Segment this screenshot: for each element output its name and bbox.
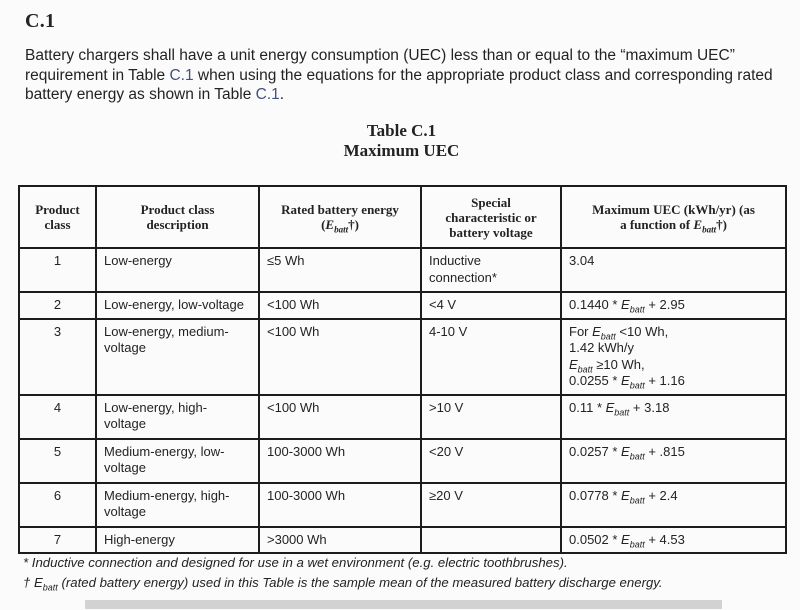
cell-class: 3 (19, 319, 96, 395)
cell-voltage: >10 V (421, 395, 561, 439)
cell-class: 6 (19, 483, 96, 527)
cell-description: Medium-energy, low- voltage (96, 439, 259, 483)
cell-class: 7 (19, 527, 96, 554)
cell-uec: $0.0257 * E_{batt} + .815$ (561, 439, 786, 483)
table-footnotes (23, 553, 783, 592)
cell-voltage: <4 V (421, 292, 561, 319)
table-row (19, 439, 786, 483)
column-header: Special characteristic or battery voltage (421, 186, 561, 248)
footnote: † $E_{batt}$ (rated battery energy) used in this Table is the sample mean of the measured battery discharge energy. (23, 574, 663, 593)
column-header: Product class (19, 186, 96, 248)
table-row (19, 527, 786, 554)
cell-energy: <100 Wh (259, 319, 421, 395)
cell-energy: 100-3000 Wh (259, 439, 421, 483)
column-header: Maximum UEC (kWh/yr) (as a function of $E_{batt}\dagger$) (561, 186, 786, 248)
cell-energy: <100 Wh (259, 395, 421, 439)
table-row (19, 483, 786, 527)
table-title-caption: Maximum UEC (343, 141, 460, 160)
cell-uec: $0.0778 * E_{batt} + 2.4$ (561, 483, 786, 527)
cell-description: High-energy (96, 527, 259, 554)
cell-voltage (421, 527, 561, 554)
cell-description: Low-energy, high- voltage (96, 395, 259, 439)
cell-uec: $0.1440 * E_{batt} + 2.95$ (561, 292, 786, 319)
table-title (18, 121, 785, 161)
cell-description: Medium-energy, high- voltage (96, 483, 259, 527)
cell-uec: For $E_{batt} <10$ Wh, 1.42 kWh/y $E_{batt} \ge 10$ Wh, $0.0255 * E_{batt} + 1.16$ (561, 319, 786, 395)
footnote: * Inductive connection and designed for use in a wet environment (e.g. electric toothbrushes). (23, 555, 568, 570)
cell-description: Low-energy (96, 248, 259, 292)
table-title-number: Table C.1 (366, 121, 437, 140)
section-heading: C.1 (25, 10, 56, 32)
column-header: Product class description (96, 186, 259, 248)
table-row (19, 395, 786, 439)
cell-voltage: ≥20 V (421, 483, 561, 527)
cell-uec: $0.0502 * E_{batt} + 4.53$ (561, 527, 786, 554)
cell-class: 4 (19, 395, 96, 439)
cell-uec: 3.04 (561, 248, 786, 292)
cell-description: Low-energy, medium- voltage (96, 319, 259, 395)
table-header-row (19, 186, 786, 248)
cell-voltage: <20 V (421, 439, 561, 483)
cell-energy: >3000 Wh (259, 527, 421, 554)
cell-class: 1 (19, 248, 96, 292)
column-header: Rated battery energy $(E_{batt}\dagger)$ (259, 186, 421, 248)
table-row (19, 319, 786, 395)
cell-description: Low-energy, low-voltage (96, 292, 259, 319)
cell-voltage: Inductive connection* (421, 248, 561, 292)
cell-voltage: 4-10 V (421, 319, 561, 395)
cell-uec: $0.11 * E_{batt} + 3.18$ (561, 395, 786, 439)
intro-text: Battery chargers shall have a unit energy consumption (UEC) less than or equal to the “maximum UEC” requirement in Table (25, 47, 735, 84)
table-ref-link[interactable]: C.1 (169, 66, 194, 84)
cell-class: 5 (19, 439, 96, 483)
table-row (19, 292, 786, 319)
cell-energy: ≤5 Wh (259, 248, 421, 292)
bottom-bar (85, 600, 722, 609)
uec-table (18, 185, 787, 554)
cell-class: 2 (19, 292, 96, 319)
intro-text: when using the equations for the appropriate product class and corresponding rated battery energy as shown in Table (25, 66, 773, 103)
cell-energy: 100-3000 Wh (259, 483, 421, 527)
table-row (19, 248, 786, 292)
table-ref-link[interactable]: C.1 (255, 86, 280, 103)
cell-energy: <100 Wh (259, 292, 421, 319)
intro-paragraph (25, 46, 785, 105)
intro-text: . (279, 86, 285, 103)
